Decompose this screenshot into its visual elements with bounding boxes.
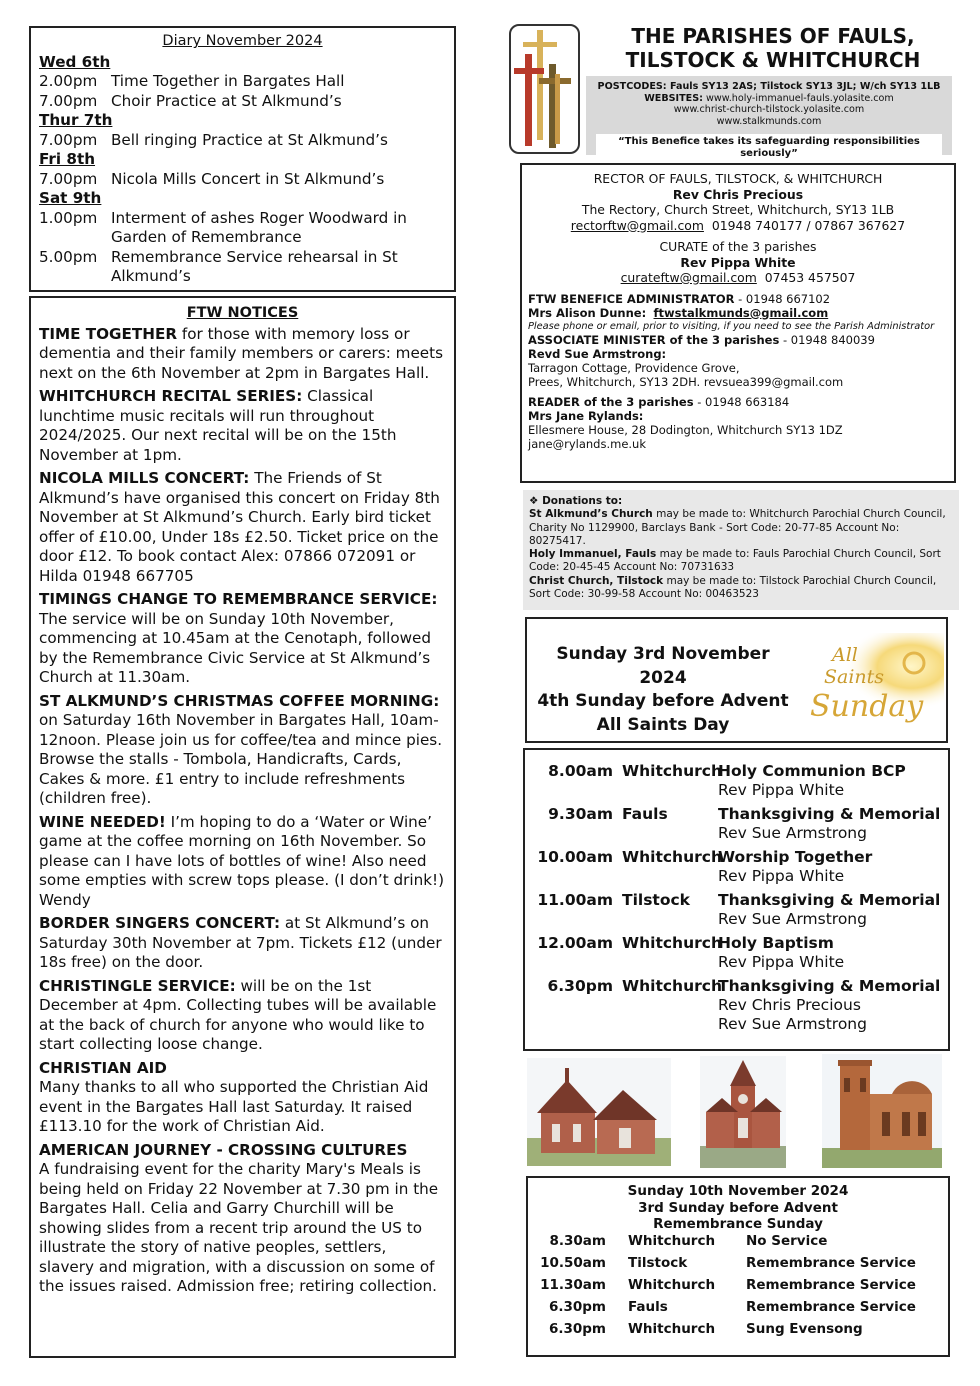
notice-heading: BORDER SINGERS CONCERT: bbox=[39, 914, 281, 932]
notice-body: Classical lunchtime music recitals will run throughout 2024/2025. Our next recital will be on the 15th November at 1pm. bbox=[39, 387, 397, 464]
reader-email[interactable]: jane@rylands.me.uk bbox=[528, 436, 646, 451]
notice-body: on Saturday 16th November in Bargates Hall, 10am-12noon. Please join us for coffee/tea and mince pies. Browse the stalls - Tombola, Handicrafts, Cards, Cakes & more. £1 entry to include refreshments (children free). bbox=[39, 711, 443, 807]
donation-church: St Alkmund’s Church bbox=[529, 508, 653, 521]
service-place: Whitchurch bbox=[622, 848, 722, 866]
holy-immanuel-church-photo bbox=[527, 1058, 671, 1166]
service-name: Holy Baptism bbox=[718, 934, 834, 952]
rector-address: The Rectory, Church Street, Whitchurch, SY13 1LB bbox=[581, 202, 895, 217]
service-details bbox=[718, 805, 944, 843]
donations-panel bbox=[523, 490, 959, 610]
sunday-10th-list bbox=[534, 1233, 942, 1338]
service-time: 12.00am bbox=[537, 934, 613, 952]
service-entry bbox=[531, 934, 944, 972]
curate-phone: 07453 457507 bbox=[764, 270, 856, 285]
notices-title: FTW NOTICES bbox=[186, 305, 299, 321]
service-details bbox=[718, 934, 944, 972]
assoc-name: Revd Sue Armstrong: bbox=[528, 346, 667, 361]
rector-email[interactable]: rectorftw@gmail.com bbox=[570, 217, 704, 233]
service-list bbox=[531, 762, 944, 1034]
sunday-10th-row bbox=[534, 1321, 942, 1338]
sunday-3rd-box bbox=[525, 617, 948, 743]
diary-event bbox=[39, 209, 446, 248]
admin-phone: - 01948 667102 bbox=[738, 291, 831, 306]
sunday-10th-service: No Service bbox=[746, 1233, 828, 1249]
service-minister: Rev Pippa White bbox=[718, 781, 845, 799]
diary-event-time: 7.00pm bbox=[39, 91, 98, 110]
service-time: 11.00am bbox=[537, 891, 613, 909]
sunday-10th-service: Remembrance Service bbox=[746, 1277, 916, 1293]
website-2[interactable]: www.christ-church-tilstock.yolasite.com bbox=[673, 104, 865, 115]
parishes-title bbox=[590, 24, 956, 72]
service-entry bbox=[531, 977, 944, 1034]
diamond-bullet-icon: ❖ bbox=[529, 495, 539, 507]
admin-email[interactable]: ftwstalkmunds@gmail.com bbox=[653, 305, 829, 320]
service-details bbox=[718, 762, 944, 800]
diary-event-text: Nicola Mills Concert in St Alkmund’s bbox=[111, 169, 385, 188]
diary-event-text: Interment of ashes Roger Woodward in Garden of Remembrance bbox=[111, 208, 407, 246]
website-1[interactable]: www.holy-immanuel-fauls.yolasite.com bbox=[706, 92, 894, 104]
notice-body: The service will be on Sunday 10th November, commencing at 10.45am at the Cenotaph, followed by the Remembrance Civic Service at St Alkmund’s Church at 11.30am. bbox=[39, 609, 432, 686]
badge-sunday: Sunday bbox=[810, 689, 924, 724]
service-minister: Rev Sue Armstrong bbox=[718, 1015, 867, 1033]
diary-day: Sat 9th bbox=[39, 189, 102, 207]
service-minister: Rev Pippa White bbox=[718, 953, 845, 971]
service-minister: Rev Chris Precious bbox=[718, 996, 861, 1014]
sunday-10th-place: Whitchurch bbox=[628, 1233, 716, 1249]
notice-item bbox=[39, 325, 446, 384]
service-place: Whitchurch bbox=[622, 762, 722, 780]
service-name: Thanksgiving & Memorial bbox=[718, 805, 941, 823]
diary-day: Wed 6th bbox=[39, 52, 111, 71]
notice-heading: TIMINGS CHANGE TO REMEMBRANCE SERVICE: bbox=[39, 590, 438, 608]
diary-title: Diary November 2024 bbox=[162, 33, 323, 49]
donation-details: may be made to: Tilstock Parochial Church Council, Sort Code: 30-99-58 Account No: 00463523 bbox=[529, 574, 937, 601]
sunday-10th-box bbox=[526, 1176, 950, 1357]
notices-box bbox=[29, 296, 456, 1358]
diary-event bbox=[39, 170, 446, 190]
service-details bbox=[718, 977, 944, 1034]
reader-phone: - 01948 663184 bbox=[697, 394, 790, 409]
sunday-10th-place: Fauls bbox=[628, 1299, 668, 1315]
sunday-10th-line-1: Sunday 10th November 2024 bbox=[627, 1183, 849, 1199]
notices-list bbox=[39, 325, 446, 1297]
rector-role: RECTOR OF FAULS, TILSTOCK, & WHITCHURCH bbox=[593, 171, 883, 186]
donation-entry bbox=[529, 548, 953, 575]
donation-church: Holy Immanuel, Fauls bbox=[529, 548, 657, 561]
notice-heading: ST ALKMUND’S CHRISTMAS COFFEE MORNING: bbox=[39, 691, 440, 710]
diary-day: Thur 7th bbox=[39, 111, 113, 129]
curate-role: CURATE of the 3 parishes bbox=[659, 239, 817, 254]
badge-all: All bbox=[832, 644, 858, 666]
sunday-10th-row bbox=[534, 1233, 942, 1250]
rector-phone: 01948 740177 / 07867 367627 bbox=[711, 217, 906, 233]
donation-details: may be made to: Fauls Parochial Church Council, Sort Code: 20-45-45 Account No: 70731633 bbox=[529, 548, 941, 574]
notice-heading: WHITCHURCH RECITAL SERIES: bbox=[39, 387, 303, 405]
admin-note: Please phone or email, prior to visiting, if you need to see the Parish Administrator bbox=[528, 320, 935, 332]
service-entry bbox=[531, 762, 944, 800]
donation-entry bbox=[529, 575, 953, 602]
notice-item bbox=[39, 813, 446, 911]
admin-role: FTW BENEFICE ADMINISTRATOR bbox=[528, 291, 735, 306]
diary-event-time: 7.00pm bbox=[39, 130, 98, 149]
contacts-box bbox=[520, 163, 956, 483]
diary-box bbox=[29, 26, 456, 292]
notice-body: at St Alkmund’s on Saturday 30th November at 7pm. Tickets £12 (under 18s free) on the door. bbox=[39, 914, 442, 971]
notice-heading: NICOLA MILLS CONCERT: bbox=[39, 469, 250, 487]
diary-event-time: 1.00pm bbox=[39, 208, 98, 227]
reader-name: Mrs Jane Rylands: bbox=[528, 408, 644, 423]
donation-details: may be made to: Whitchurch Parochial Church Council, Charity No 1129900, Barclays Bank - Sort Code: 20-77-85 Account No: 80275417. bbox=[529, 508, 946, 547]
diary-event-time: 7.00pm bbox=[39, 169, 98, 188]
donations-list bbox=[529, 508, 953, 601]
sunday-3rd-line-2: 4th Sunday before Advent bbox=[537, 691, 789, 711]
service-entry bbox=[531, 848, 944, 886]
sunday-10th-time: 6.30pm bbox=[548, 1299, 606, 1315]
sunday-10th-row bbox=[534, 1277, 942, 1294]
title-line-2: TILSTOCK & WHITCHURCH bbox=[625, 48, 921, 72]
sunday-10th-service: Sung Evensong bbox=[746, 1321, 863, 1337]
service-minister: Rev Sue Armstrong bbox=[718, 910, 867, 928]
diary-event bbox=[39, 248, 446, 287]
crosses-logo bbox=[509, 24, 580, 154]
service-name: Worship Together bbox=[718, 848, 873, 866]
sunday-3rd-line-3: All Saints Day bbox=[596, 714, 730, 735]
service-minister: Rev Pippa White bbox=[718, 867, 845, 885]
sunday-10th-line-3: Remembrance Sunday bbox=[653, 1216, 823, 1232]
sunday-10th-time: 6.30pm bbox=[548, 1321, 606, 1337]
diary-list bbox=[39, 53, 446, 287]
assoc-role: ASSOCIATE MINISTER of the 3 parishes bbox=[528, 332, 780, 347]
service-details bbox=[718, 891, 944, 929]
sunday-10th-time: 10.50am bbox=[540, 1255, 606, 1271]
websites-line bbox=[590, 93, 948, 105]
assoc-address-1: Tarragon Cottage, Providence Grove, bbox=[528, 360, 740, 375]
service-entry bbox=[531, 891, 944, 929]
notice-body: A fundraising event for the charity Mary's Meals is being held on Friday 22 November at 7.30 pm in the Bargates Hall. Celia and Garry Churchill will be showing slides from a recent trip around the US to illustrate the story of native peoples, settlers, slavery and migration, with a discussion on some of the issues raised. Admission free; retiring collection. bbox=[39, 1160, 439, 1295]
notice-heading: CHRISTINGLE SERVICE: bbox=[39, 976, 236, 995]
diary-event-time: 5.00pm bbox=[39, 247, 98, 266]
diary-event bbox=[39, 131, 446, 151]
notice-body: Many thanks to all who supported the Christian Aid event in the Bargates Hall last Saturday. It raised £113.10 for the work of Christian Aid. bbox=[39, 1078, 429, 1135]
badge-saints: Saints bbox=[824, 666, 885, 688]
safeguarding-quote: “This Benefice takes its safeguarding responsibilities seriously” bbox=[596, 134, 942, 161]
donation-entry bbox=[529, 508, 953, 548]
notice-body: I’m hoping to do a ‘Water or Wine’ game at the coffee morning on 16th November. So please can I have lots of bottles of wine! Also need some empties with screw tops please. (I don’t drink!) Wendy bbox=[39, 812, 445, 909]
diary-event-text: Time Together in Bargates Hall bbox=[111, 72, 345, 90]
sunday-10th-time: 11.30am bbox=[540, 1277, 606, 1293]
service-minister: Rev Sue Armstrong bbox=[718, 824, 867, 842]
service-place: Fauls bbox=[622, 805, 668, 823]
service-details bbox=[718, 848, 944, 886]
notice-body: will be on the 1st December at 4pm. Collecting tubes will be available at the back of church for anyone who would like to start collecting loose change. bbox=[39, 976, 437, 1053]
sunday-10th-place: Tilstock bbox=[628, 1255, 688, 1271]
header-info-panel bbox=[586, 76, 952, 159]
notice-heading: CHRISTIAN AID bbox=[39, 1058, 167, 1077]
sunday-3rd-line-1: Sunday 3rd November 2024 bbox=[556, 644, 770, 688]
websites-label: WEBSITES: bbox=[644, 92, 703, 104]
notice-item bbox=[39, 1141, 446, 1297]
diary-event bbox=[39, 72, 446, 92]
donations-title: Donations to: bbox=[542, 495, 623, 507]
st-alkmunds-church-photo bbox=[822, 1054, 942, 1168]
service-time: 10.00am bbox=[537, 848, 613, 866]
services-box bbox=[523, 748, 950, 1051]
sunday-10th-place: Whitchurch bbox=[628, 1277, 716, 1293]
admin-name: Mrs Alison Dunne: bbox=[528, 305, 647, 320]
assoc-address-2: Prees, Whitchurch, SY13 2DH. revsuea399@gmail.com bbox=[528, 374, 844, 389]
service-place: Whitchurch bbox=[622, 934, 722, 952]
notice-body: The Friends of St Alkmund’s have organised this concert on Friday 8th November at St Alkmund’s Church. Early bird ticket offer of £10.00, Under 18s £2.50. Ticket price on the door £12. To book contact Alex: 07866 072091 or Hilda 01948 667705 bbox=[39, 469, 440, 585]
service-place: Tilstock bbox=[622, 891, 690, 909]
diary-event-time: 2.00pm bbox=[39, 72, 98, 90]
service-name: Holy Communion BCP bbox=[718, 762, 906, 780]
notice-body: for those with memory loss or dementia and their family members or carers: meets next on the 6th November at 2pm in Bargates Hall. bbox=[39, 324, 444, 382]
curate-email[interactable]: curateftw@gmail.com bbox=[620, 270, 757, 285]
sunday-10th-service: Remembrance Service bbox=[746, 1299, 916, 1315]
notice-heading: TIME TOGETHER bbox=[39, 324, 178, 343]
service-entry bbox=[531, 805, 944, 843]
service-time: 8.00am bbox=[548, 762, 613, 780]
notice-item bbox=[39, 469, 446, 586]
notice-item bbox=[39, 590, 446, 688]
diary-day: Fri 8th bbox=[39, 150, 96, 168]
notice-item bbox=[39, 387, 446, 465]
diary-event-text: Bell ringing Practice at St Alkmund’s bbox=[111, 130, 388, 149]
notice-item bbox=[39, 977, 446, 1055]
christ-church-photo bbox=[700, 1056, 786, 1168]
service-name: Thanksgiving & Memorial bbox=[718, 977, 941, 995]
notice-item bbox=[39, 914, 446, 973]
diary-event bbox=[39, 92, 446, 112]
notice-item bbox=[39, 1059, 446, 1137]
curate-name: Rev Pippa White bbox=[680, 254, 796, 270]
sunday-10th-row bbox=[534, 1299, 942, 1316]
reader-role: READER of the 3 parishes bbox=[528, 394, 694, 409]
postcodes: POSTCODES: Fauls SY13 2AS; Tilstock SY13 3JL; W/ch SY13 1LB bbox=[597, 81, 941, 92]
sunday-10th-time: 8.30am bbox=[549, 1233, 606, 1249]
notice-item bbox=[39, 692, 446, 809]
service-time: 9.30am bbox=[548, 805, 613, 823]
rector-name: Rev Chris Precious bbox=[672, 186, 804, 202]
sunday-10th-line-2: 3rd Sunday before Advent bbox=[638, 1199, 838, 1216]
title-line-1: THE PARISHES OF FAULS, bbox=[631, 24, 915, 48]
all-saints-sunday-badge bbox=[794, 633, 944, 729]
sunday-10th-place: Whitchurch bbox=[628, 1321, 716, 1337]
sunday-10th-row bbox=[534, 1255, 942, 1272]
website-3[interactable]: www.stalkmunds.com bbox=[716, 115, 822, 127]
sunday-3rd-heading bbox=[531, 643, 795, 737]
assoc-phone: - 01948 840039 bbox=[782, 332, 875, 347]
diary-event-text: Remembrance Service rehearsal in St Alkmund’s bbox=[111, 247, 398, 285]
service-place: Whitchurch bbox=[622, 977, 722, 995]
reader-address: Ellesmere House, 28 Dodington, Whitchurch SY13 1DZ bbox=[528, 422, 843, 437]
donation-church: Christ Church, Tilstock bbox=[529, 574, 664, 587]
service-name: Thanksgiving & Memorial bbox=[718, 891, 941, 909]
service-time: 6.30pm bbox=[547, 977, 613, 995]
notice-heading: AMERICAN JOURNEY - CROSSING CULTURES bbox=[39, 1140, 408, 1159]
diary-event-text: Choir Practice at St Alkmund’s bbox=[111, 91, 342, 110]
notice-heading: WINE NEEDED! bbox=[39, 812, 166, 831]
crosses-icon bbox=[511, 26, 578, 152]
sunday-10th-service: Remembrance Service bbox=[746, 1255, 916, 1271]
